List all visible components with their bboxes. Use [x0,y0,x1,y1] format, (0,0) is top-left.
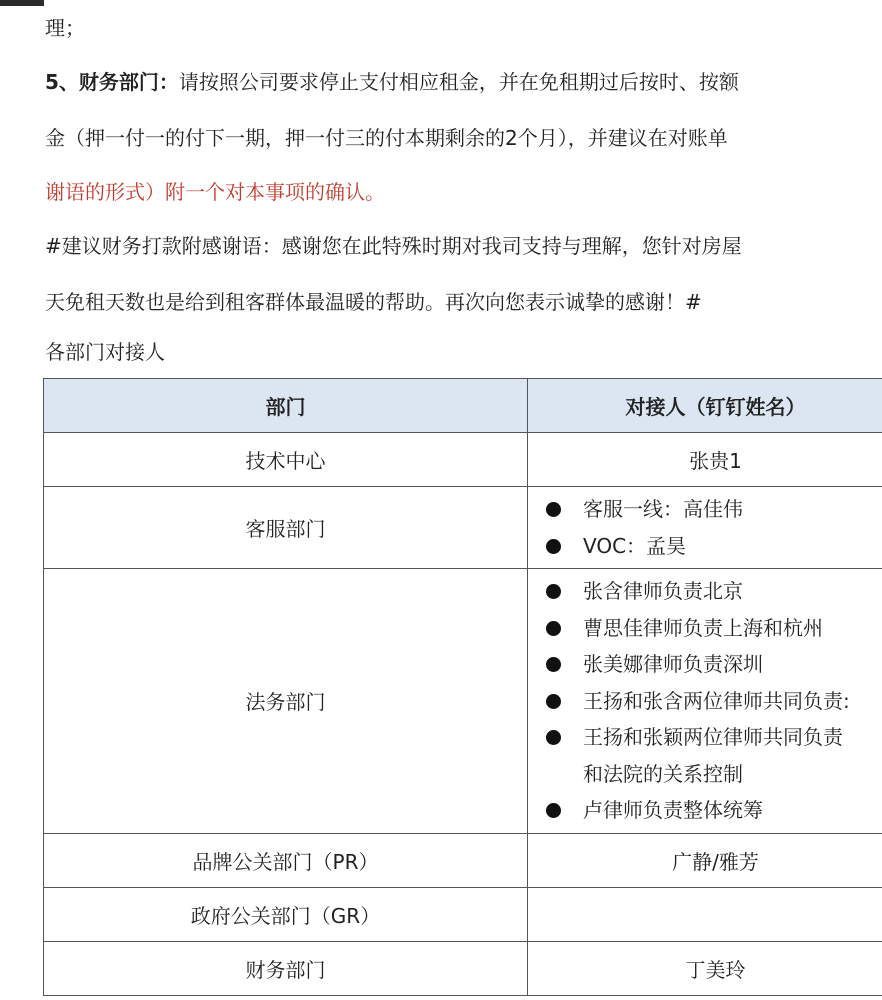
contact-cell [528,487,882,569]
list-item-text: 张含律师负责北京 [583,579,743,603]
list-item [546,646,882,683]
list-item-text: 张美娜律师负责深圳 [583,652,763,676]
thanks-note-line-2: 天免租天数也是给到租客群体最温暖的帮助。再次向您表示诚挚的感谢！# [45,290,702,314]
contact-cell: 丁美玲 [528,941,882,995]
list-item [546,719,882,792]
table-row [44,487,882,569]
table-header-row [44,379,882,433]
bullet-dot-icon [546,502,561,517]
list-item [546,528,882,565]
dept-cell: 法务部门 [44,569,528,834]
dept-cell: 政府公关部门（GR） [44,887,528,941]
list-item [546,610,882,647]
bullet-dot-icon [546,621,561,636]
thanks-note-line-1: #建议财务打款附感谢语：感谢您在此特殊时期对我司支持与理解，您针对房屋 [45,234,742,258]
list-item [546,792,882,829]
contact-bullet-list [546,491,882,564]
dept-cell: 技术中心 [44,433,528,487]
table-row [44,569,882,834]
item-5-text: 请按照公司要求停止支付相应租金，并在免租期过后按时、按额 [178,70,739,94]
item-5-paragraph [45,68,739,96]
list-item-text: 客服一线：高佳伟 [583,497,743,521]
department-contacts-table [43,378,882,996]
list-item [546,683,882,720]
list-item-text: VOC：孟昊 [583,533,687,558]
bullet-dot-icon [546,539,561,554]
bullet-dot-icon [546,657,561,672]
table-row [44,941,882,995]
contact-cell [528,887,882,941]
table-row [44,433,882,487]
list-item-text: 王扬和张含两位律师共同负责: [583,688,850,713]
bullet-dot-icon [546,694,561,709]
list-item [546,491,882,528]
bullet-dot-icon [546,730,561,745]
dept-cell: 品牌公关部门（PR） [44,833,528,887]
item-5-label: 5、财务部门： [45,70,179,94]
dept-cell: 财务部门 [44,941,528,995]
top-edge-bar [0,0,44,6]
header-contact: 对接人（钉钉姓名） [528,379,882,433]
bullet-dot-icon [546,803,561,818]
list-item-continuation: 和法院的关系控制 [583,761,743,786]
contact-bullet-list [546,573,882,829]
intro-line-1: 理； [45,16,85,40]
list-item-text: 曹思佳律师负责上海和杭州 [583,615,823,640]
table-row [44,833,882,887]
contact-cell: 张贵1 [528,433,882,487]
bullet-dot-icon [546,584,561,599]
list-item-text: 卢律师负责整体统筹 [583,798,763,822]
table-row [44,887,882,941]
list-item-text: 王扬和张颖两位律师共同负责 [583,725,843,749]
contact-cell [528,569,882,834]
contact-cell: 广静/雅芳 [528,833,882,887]
intro-line-3: 金（押一付一的付下一期，押一付三的付本期剩余的2个月），并建议在对账单 [45,126,728,150]
contacts-heading: 各部门对接人 [45,340,165,364]
intro-line-4-red: 谢语的形式）附一个对本事项的确认。 [45,180,385,204]
dept-cell: 客服部门 [44,487,528,569]
header-department: 部门 [44,379,528,433]
list-item [546,573,882,610]
